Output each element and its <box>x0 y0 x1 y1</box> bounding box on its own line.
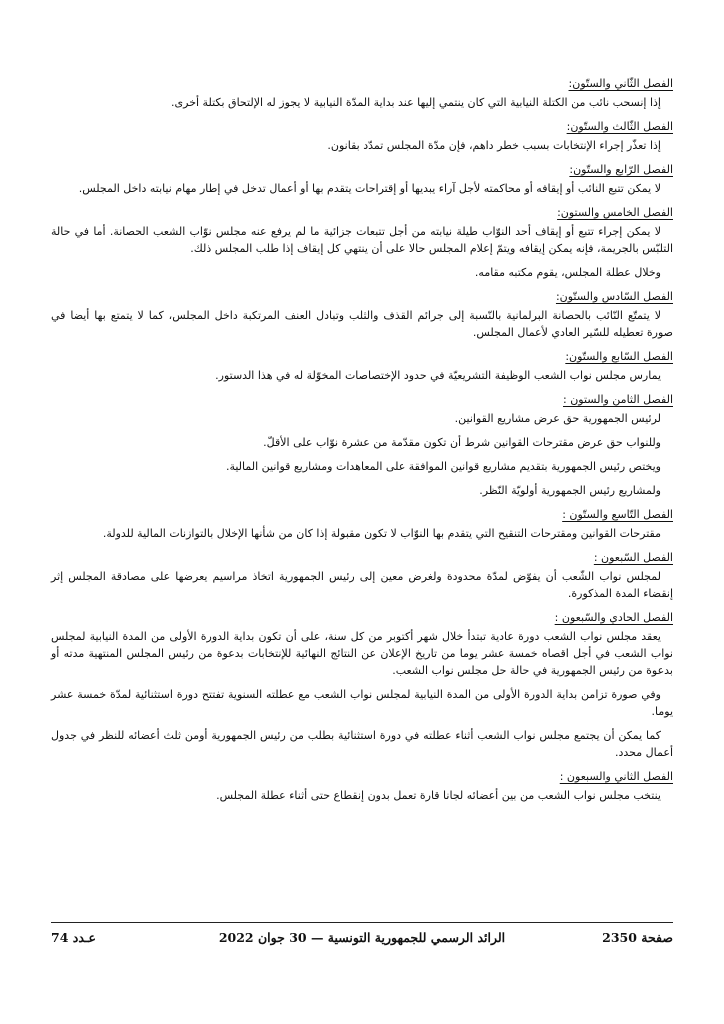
page-footer <box>51 930 673 950</box>
article-section <box>51 609 673 761</box>
article-section <box>51 549 673 602</box>
article-heading: الفصل السّبعون : <box>593 551 673 564</box>
page-number: صفحة 2350 <box>602 930 673 945</box>
article-section <box>51 161 673 197</box>
article-paragraph: وللنواب حق عرض مقترحات القوانين شرط أن تكون مقدّمة من عشرة نوّاب على الأقلّ. <box>263 436 661 449</box>
article-heading: الفصل الخامس والستون: <box>557 206 673 219</box>
article-section <box>51 768 673 804</box>
article-paragraph: ينتخب مجلس نواب الشعب من بين أعضائه لجانا قارة تعمل بدون إنقطاع حتى أثناء عطلة المجلس. <box>216 789 661 802</box>
article-heading: الفصل السّادس والستّون: <box>555 290 673 303</box>
article-paragraph: ولمشاريع رئيس الجمهورية أولويّة النّظر. <box>479 484 661 497</box>
article-paragraph: لمجلس نواب الشّعب أن يفوّض لمدّة محدودة ولغرض معين إلى رئيس الجمهورية اتخاذ مراسيم يعرضها على مصادقة المجلس إثر إنقضاء المدة المذكورة. <box>51 570 673 600</box>
article-paragraph: لا يتمتّع النّائب بالحصانة البرلمانية بالنّسبة إلى جرائم القذف والثلب وتبادل العنف المرتكبة داخل المجلس، كما لا يتمتع بها أيضا في صورة تعطيله للسّير العادي لأعمال المجلس. <box>51 309 673 339</box>
article-heading: الفصل الرّابع والستّون: <box>569 163 673 176</box>
article-heading: الفصل التّاسع والستّون : <box>562 508 673 521</box>
article-heading: الفصل الثاني والسبعون : <box>559 770 673 783</box>
article-paragraph: مقترحات القوانين ومقترحات التنقيح التي يتقدم بها النوّاب لا تكون مقبولة إذا كان من شأنها الإخلال بالتوازنات المالية للدولة. <box>102 527 661 540</box>
issue-number: عـدد 74 <box>51 930 97 945</box>
article-paragraph: ويختص رئيس الجمهورية بتقديم مشاريع قوانين الموافقة على المعاهدات ومشاريع قوانين المالية. <box>225 460 661 473</box>
article-heading: الفصل الثّالث والستّون: <box>566 120 673 133</box>
article-paragraph: يعقد مجلس نواب الشعب دورة عادية تبتدأ خلال شهر أكتوبر من كل سنة، على أن تكون بداية الدورة الأولى من المدة النيابية لمجلس نواب الشعب في أجل اقصاه خمسة عشر يوما من تاريخ الإعلان عن النتائج النهائية للإنتخابات بدعوة من رئيس المجلس المنتهية مدته أو بدعوة من رئيس الجمهورية في حالة حل مجلس نواب الشعب. <box>51 630 673 677</box>
article-section <box>51 506 673 542</box>
article-heading: الفصل الثامن والستون : <box>563 393 673 406</box>
journal-title: الرائد الرسمي للجمهورية التونسية — 30 جوان 2022 <box>218 930 506 945</box>
article-heading: الفصل الثّاني والستّون: <box>568 77 673 90</box>
article-heading: الفصل الحادي والسّبعون : <box>554 611 673 624</box>
article-section <box>51 118 673 154</box>
article-section <box>51 204 673 281</box>
article-paragraph: إذا إنسحب نائب من الكتلة النيابية التي كان ينتمي إليها عند بداية المدّة النيابية لا يجوز له الإلتحاق بكتلة أخرى. <box>171 96 661 109</box>
article-paragraph: لا يمكن إجراء تتبع أو إيقاف أحد النوّاب طيلة نيابته من أجل تتبعات جزائية ما لم يرفع عنه مجلس نوّاب الشعب الحصانة. أما في حالة التلبّس بالجريمة، فإنه يمكن إيقافه ويتمّ إعلام المجلس حالا على أن ينتهي كل إيقاف إذا طلب المجلس ذلك. <box>51 225 673 255</box>
article-section <box>51 288 673 341</box>
article-paragraph: كما يمكن أن يجتمع مجلس نواب الشعب أثناء عطلته في دورة استثنائية بطلب من رئيس الجمهورية أومن ثلث أعضائه للنظر في جدول أعمال محدد. <box>51 729 673 759</box>
article-section <box>51 391 673 499</box>
article-section <box>51 348 673 384</box>
article-paragraph: يمارس مجلس نواب الشعب الوظيفة التشريعيّة في حدود الإختصاصات المخوّلة له في هذا الدستور. <box>215 369 661 382</box>
document-body <box>51 72 673 811</box>
article-paragraph: وخلال عطلة المجلس، يقوم مكتبه مقامه. <box>474 266 661 279</box>
article-paragraph: وفي صورة تزامن بداية الدورة الأولى من المدة النيابية لمجلس نواب الشعب مع عطلته السنوية تفتتح دورة استثنائية لمدّة خمسة عشر يوما. <box>51 688 673 718</box>
article-paragraph: لا يمكن تتبع النائب أو إيقافه أو محاكمته لأجل آراء يبديها أو إقتراحات يتقدم بها أو أعمال تدخل في إطار مهام نيابته داخل المجلس. <box>78 182 661 195</box>
article-paragraph: إذا تعذّر إجراء الإنتخابات بسبب خطر داهم، فإن مدّة المجلس تمدّد بقانون. <box>327 139 661 152</box>
article-section <box>51 75 673 111</box>
article-paragraph: لرئيس الجمهورية حق عرض مشاريع القوانين. <box>454 412 661 425</box>
article-heading: الفصل السّابع والستّون: <box>565 350 673 363</box>
footer-divider <box>51 922 673 923</box>
